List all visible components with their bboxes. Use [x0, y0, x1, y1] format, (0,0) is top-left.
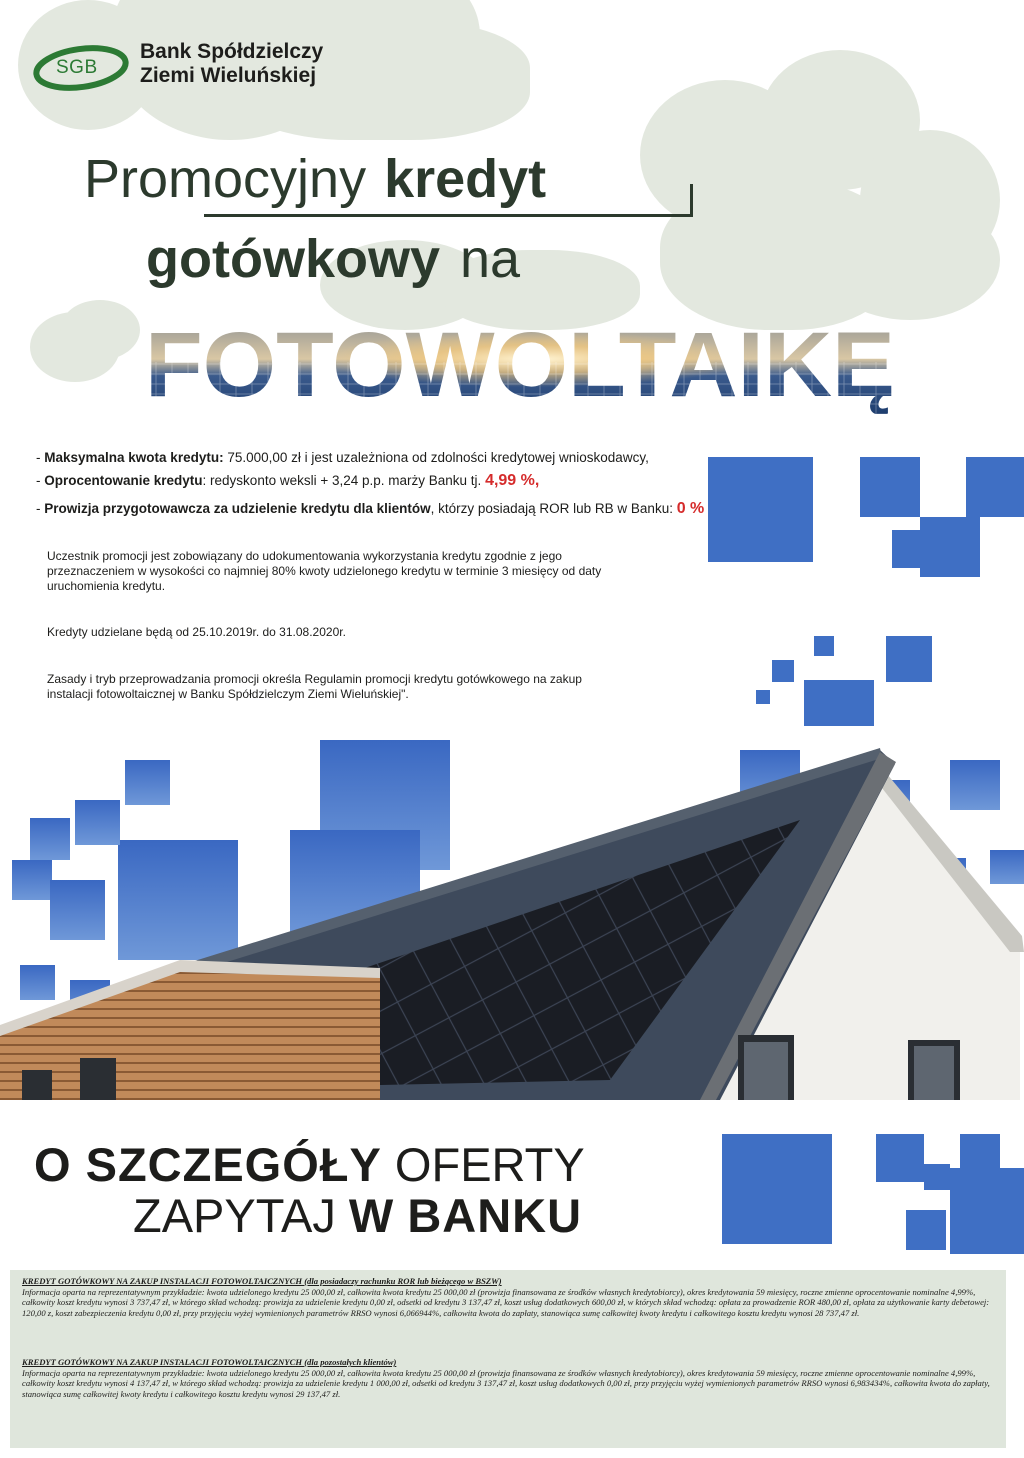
cta-line1 — [34, 1137, 585, 1192]
legal-block-others — [22, 1357, 998, 1399]
headline-underline — [204, 214, 692, 217]
bank-name-line2: Ziemi Wieluńskiej — [140, 64, 317, 87]
headline-bold-1: kredyt — [384, 149, 547, 209]
term-max-amount: - Maksymalna kwota kredytu: 75.000,00 zł i jest uzależniona od zdolności kredytowej wnioskodawcy, — [36, 450, 649, 465]
promo-condition-paragraph: Uczestnik promocji jest zobowiązany do udokumentowania wykorzystania kredytu zgodnie z jego przeznaczeniem w wysokości co najmniej 80% kwoty udzielonego kredytu w terminie 3 miesięcy od daty uruchomienia kredytu. — [47, 549, 602, 593]
bank-logo — [22, 38, 352, 98]
bank-name-line1: Bank Spółdzielczy — [140, 40, 324, 63]
cta-light-1: OFERTY — [394, 1138, 585, 1191]
bank-name — [140, 40, 323, 88]
term-commission-rate: 0 % — [676, 500, 705, 517]
headline-light-2: na — [460, 229, 521, 289]
term-commission: - Prowizja przygotowawcza za udzielenie kredytu dla klientów, którzy posiadają ROR lub RB w Banku: 0 % — [36, 500, 705, 517]
legal-disclosure — [10, 1270, 1006, 1448]
term-commission-text: , którzy posiadają ROR lub RB w Banku: — [430, 501, 677, 516]
term-interest-text: : redyskonto weksli + 3,24 p.p. marży Banku tj. — [202, 473, 486, 488]
term-commission-label: Prowizja przygotowawcza za udzielenie kredytu dla klientów — [44, 501, 431, 516]
headline-underline-tick — [690, 184, 693, 217]
logo-mark-text: SGB — [56, 57, 98, 78]
legal-text-ror: Informacja oparta na reprezentatywnym przykładzie: kwota udzielonego kredytu 25 000,00 zł, całkowita kwota kredytu 25 000,00 zł (prowizja finansowana ze środków własnych kredytobiorcy), okres kredytowania 59 miesięcy, roczne zmienne oprocentowanie nominalne 4,99%, całkowity koszt kredytu wynosi 3 737,47 zł, w którego skład wchodzą: prowizja za udzielenie kredytu 0,00 zł, odsetki od kredytu 3 137,47 zł, koszt usług dodatkowych 600,00 zł, w których skład wchodzą: opłata za prowadzenie ROR 480,00 zł, opłata za użytkowanie karty debetowej: 120,00 z, koszt zabezpieczenia kredytu 0,00 zł, przy przyjęciu wyżej wymienionych parametrów RRSO wynosi 6,066944%, całkowita kwota do zapłaty, stanowiąca sumę całkowitej kwoty kredytu i całkowitego kosztu kredytu wynosi 28 737,47 zł. — [22, 1286, 990, 1318]
cta-bold-1: O SZCZEGÓŁY — [34, 1138, 382, 1191]
headline-light-1: Promocyjny — [84, 149, 367, 209]
term-interest-rate: 4,99 %, — [485, 472, 540, 489]
term-max-amount-label: Maksymalna kwota kredytu: — [44, 450, 224, 465]
legal-title-others: KREDYT GOTÓWKOWY NA ZAKUP INSTALACJI FOTOWOLTAICZNYCH (dla pozostałych klientów) — [22, 1357, 397, 1367]
legal-text-others: Informacja oparta na reprezentatywnym przykładzie: kwota udzielonego kredytu 25 000,00 zł, całkowita kwota kredytu 25 000,00 zł (prowizja finansowana ze środków własnych kredytobiorcy), okres kredytowania 59 miesięcy, roczne zmienne oprocentowanie nominalne 4,99%, całkowity koszt kredytu wynosi 4 137,47 zł, w którego skład wchodzą: prowizja za udzielenie kredytu 1 000,00 zł, odsetki od kredytu 3 137,47 zł, koszt usług dodatkowych 0,00 zł, przy przyjęciu wyżej wymienionych parametrów RRSO wynosi 6,983434%, całkowita kwota do zapłaty, stanowiąca sumę całkowitej kwoty kredytu i całkowitego kosztu kredytu wynosi 29 137,47 zł. — [22, 1367, 990, 1399]
headline-bold-2: gotówkowy — [146, 229, 440, 289]
cta-bold-2: W — [348, 1189, 395, 1242]
term-interest-label: Oprocentowanie kredytu — [44, 473, 203, 488]
cta-bold-3: BANKU — [407, 1189, 583, 1242]
cta-light-2: ZAPYTAJ — [133, 1189, 336, 1242]
legal-block-ror — [22, 1276, 998, 1318]
promo-period-paragraph: Kredyty udzielane będą od 25.10.2019r. do 31.08.2020r. — [47, 625, 346, 639]
promo-rules-paragraph: Zasady i tryb przeprowadzania promocji określa Regulamin promocji kredytu gotówkowego na zakup instalacji fotowoltaicznej w Banku Spółdzielczym Ziemi Wieluńskiej". — [47, 672, 582, 701]
term-max-amount-text: 75.000,00 zł i jest uzależniona od zdolności kredytowej wnioskodawcy, — [223, 450, 649, 465]
legal-title-ror: KREDYT GOTÓWKOWY NA ZAKUP INSTALACJI FOTOWOLTAICZNYCH (dla posiadaczy rachunku ROR lub bieżącego w BSZW) — [22, 1276, 502, 1286]
term-interest: - Oprocentowanie kredytu: redyskonto weksli + 3,24 p.p. marży Banku tj. 4,99 %, — [36, 472, 540, 489]
house-solar-image — [0, 740, 1024, 1100]
headline-line1 — [84, 148, 546, 210]
fotowoltaike-title — [140, 314, 900, 414]
headline-line2 — [146, 228, 520, 290]
cta-line2 — [133, 1188, 582, 1243]
